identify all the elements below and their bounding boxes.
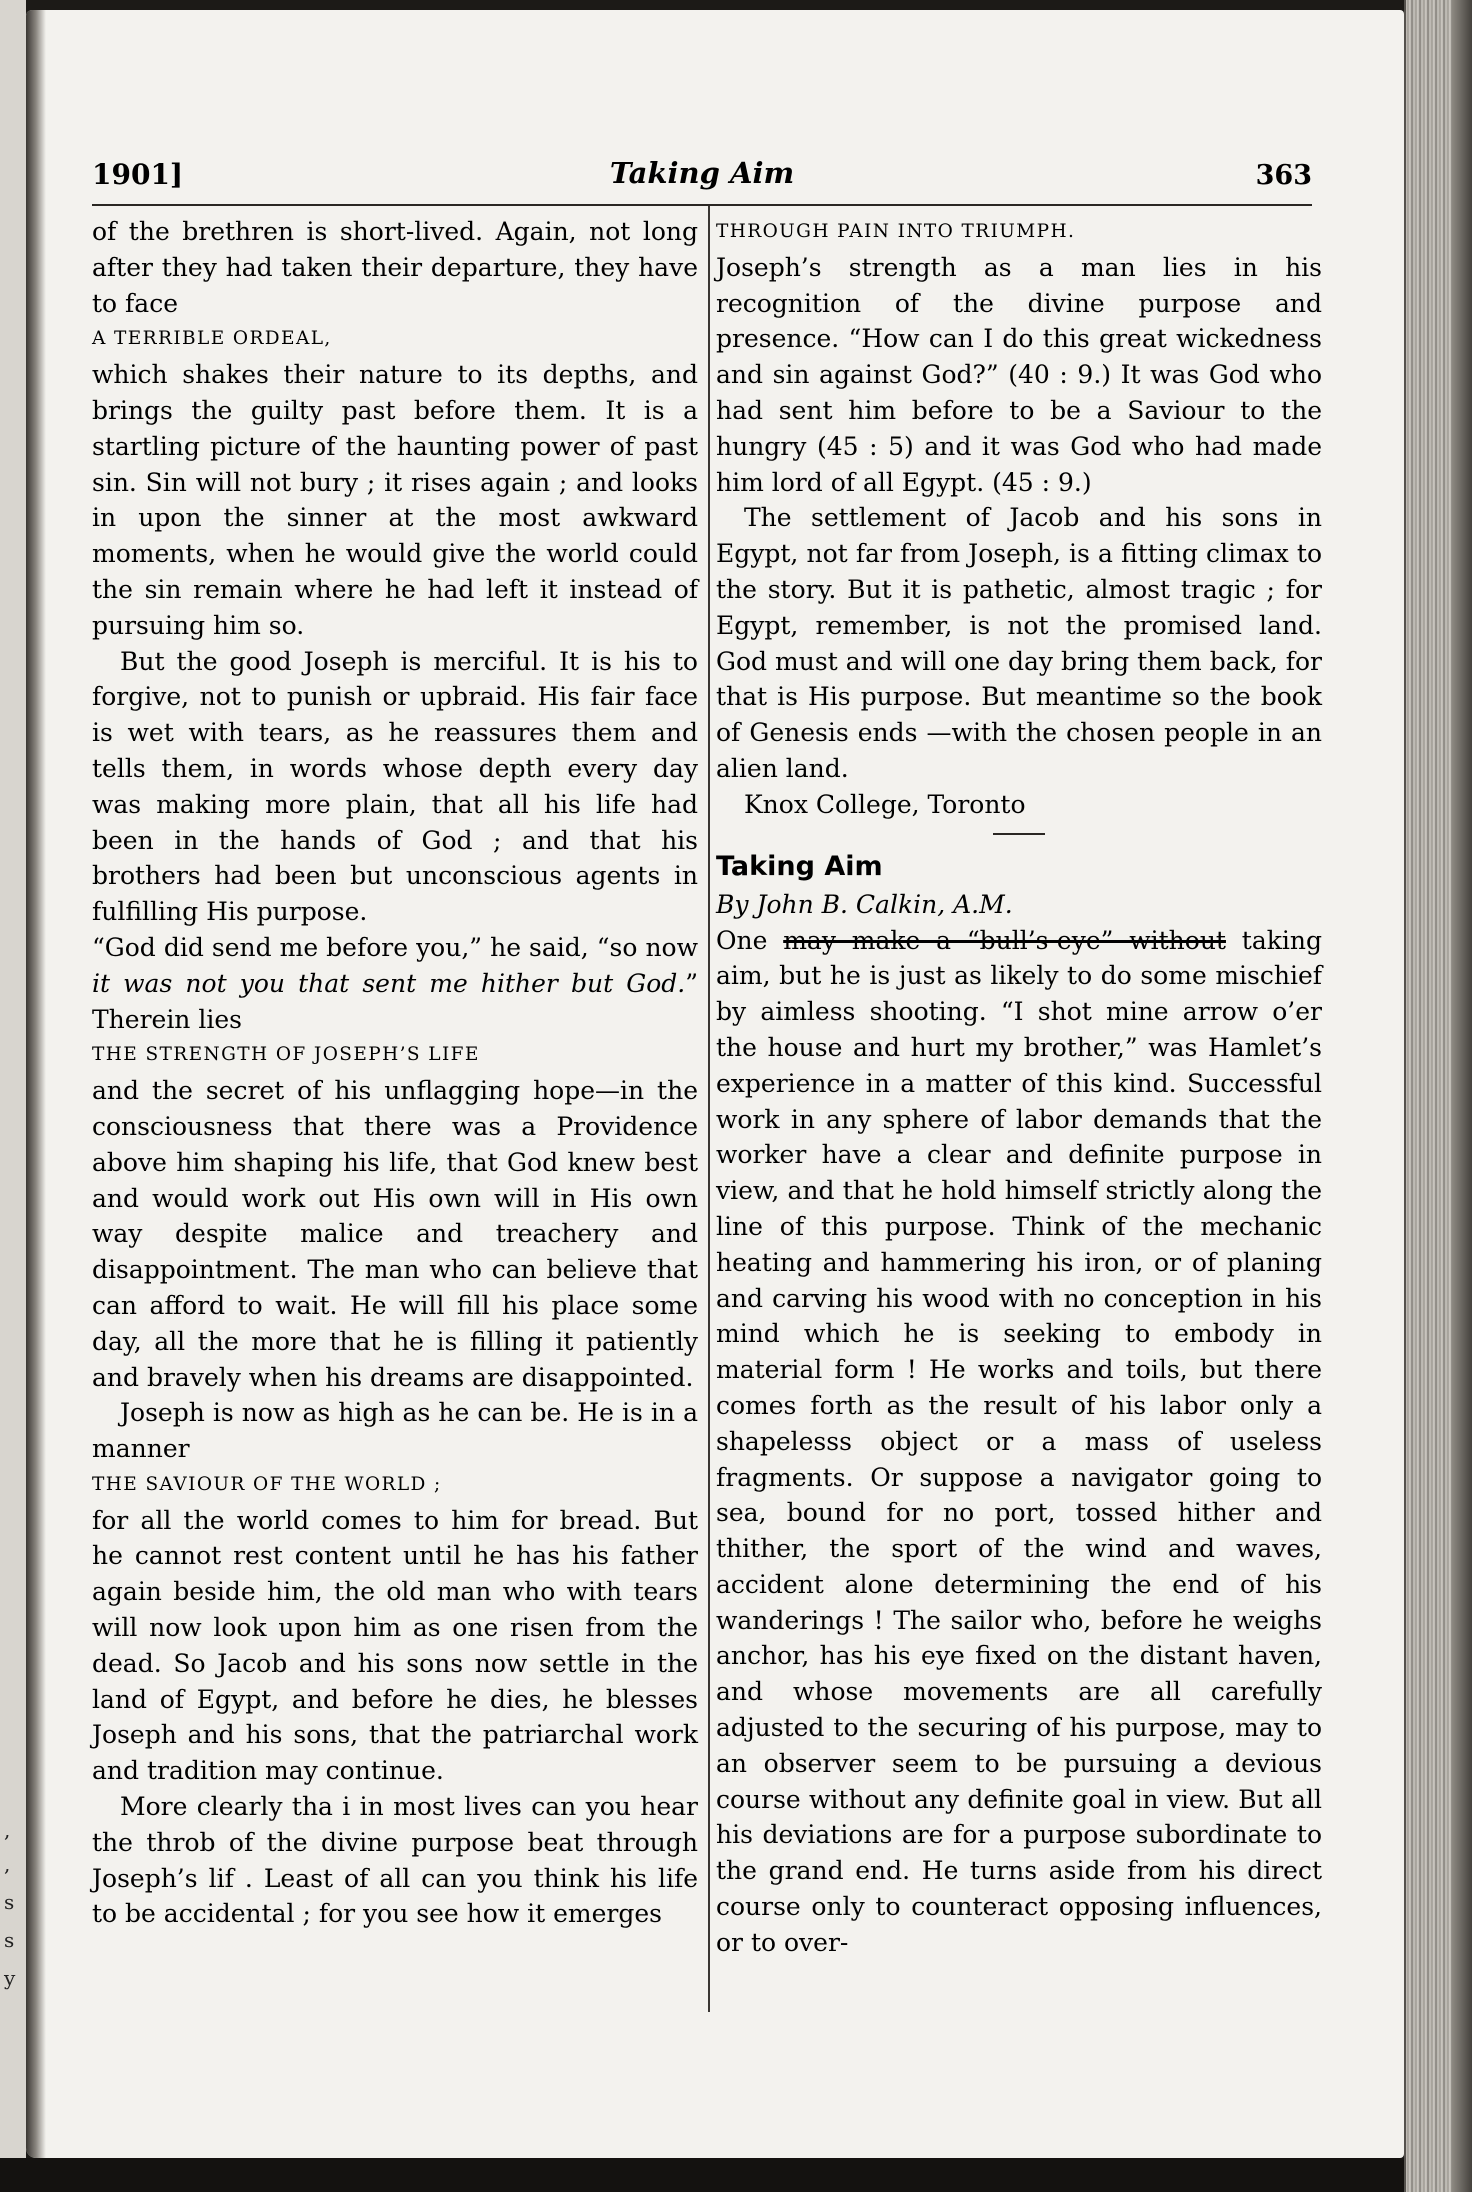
right-column — [716, 214, 1322, 1961]
margin-mark: , — [4, 1852, 11, 1876]
column-rule — [708, 206, 710, 2012]
section-heading: THE SAVIOUR OF THE WORLD ; — [92, 1473, 442, 1495]
paragraph — [716, 923, 1322, 1961]
paragraph: But the good Joseph is merciful. It is his to forgive, not to punish or upbraid. His fair face is wet with tears, as he reassures them and tells them, in words whose depth every day was making more plain, that all his life had been in the hands of God ; and that his brothers had been but unconscious agents in fulfilling His purpose. — [92, 646, 698, 927]
paragraph: More clearly tha i in most lives can you hear the throb of the divine purpose beat through Joseph’s lif . Least of all can you think his life to be accidental ; for you see how it emerges — [92, 1792, 698, 1929]
margin-mark: y — [4, 1966, 16, 1990]
section-heading: A TERRIBLE ORDEAL, — [92, 328, 332, 350]
article-title: Taking Aim — [716, 850, 883, 882]
page-number: 363 — [1255, 160, 1312, 191]
paragraph: Knox College, Toronto — [744, 789, 1026, 819]
running-head-year: 1901] — [92, 158, 184, 191]
paragraph — [92, 930, 698, 1037]
running-head — [92, 156, 1312, 206]
section-heading: THROUGH PAIN INTO TRIUMPH. — [716, 221, 1076, 242]
paragraph-text: taking aim, but he is just as likely to do some mischief by aimless shooting. “I shot mine arrow o’er the house and hurt my brother,” was Hamlet’s experience in a matter of this kind. Successful work in any sphere of labor demands that the worker have a clear and definite purpose in view, and that he hold himself strictly along the line of this purpose. Think of the mechanic heating and hammering his iron, or of planing and carving his wood with no conception in his mind which he is seeking to embody in material form ! He works and toils, but there comes forth as the result of his labor only a shapelesss object or a mass of useless fragments. Or suppose a navigator going to sea, bound for no port, tossed hither and thither, the sport of the wind and waves, accident alone determining the end of his wanderings ! The sailor who, before he weighs anchor, has his eye fixed on the distant haven, and whose movements are all carefully adjusted to the securing of his purpose, may to an observer seem to be pursuing a devious course without any definite goal in view. But all his deviations are for a purpose subordinate to the grand end. He turns aside from his direct course only to counteract opposing influences, or to over- — [716, 925, 1322, 1957]
paragraph-text: ” Therein lies — [92, 968, 698, 1034]
paragraph-italic: it was not you that sent me hither but God. — [92, 968, 686, 998]
facing-page-strip — [0, 0, 26, 2192]
paragraph: and the secret of his unflagging hope—in the consciousness that there was a Providence above him shaping his life, that God knew best and would work out His own will in His own way despite malice and treachery and disappointment. The man who can believe that can afford to wait. He will fill his place some day, all the more that he is filling it patiently and bravely when his dreams are disappointed. — [92, 1076, 698, 1392]
paragraph-text: One — [716, 925, 784, 955]
margin-mark: s — [4, 1928, 15, 1952]
scan-bottom-border — [0, 2158, 1404, 2192]
byline: By John B. Calkin, A.M. — [716, 889, 1013, 919]
margin-mark: s — [4, 1890, 15, 1914]
section-heading: THE STRENGTH OF JOSEPH’S LIFE — [92, 1044, 480, 1066]
paragraph-text: “God did send me before you,” he said, “so now — [92, 932, 698, 962]
paragraph: The settlement of Jacob and his sons in Egypt, not far from Joseph, is a fitting climax to the story. But it is pathetic, almost tragic ; for Egypt, remember, is not the promised land. God must and will one day bring them back, for that is His purpose. But meantime so the book of Genesis ends —with the chosen people in an alien land. — [716, 503, 1322, 783]
paragraph: which shakes their nature to its depths, and brings the guilty past before them. It is a startling picture of the haunting power of past sin. Sin will not bury ; it rises again ; and looks in upon the sinner at the most awkward moments, when he would give the world could the sin remain where he had left it instead of pursuing him so. — [92, 360, 698, 640]
left-column — [92, 214, 698, 1932]
section-divider — [993, 833, 1045, 835]
margin-mark: , — [4, 1818, 11, 1842]
paragraph: of the brethren is short-lived. Again, not long after they had taken their departure, they have to face — [92, 217, 698, 318]
paragraph: for all the world comes to him for bread. But he cannot rest content until he has his father again beside him, the old man who with tears will now look upon him as one risen from the dead. So Jacob and his sons now settle in the land of Egypt, and before he dies, he blesses Joseph and his sons, that the patriarchal work and tradition may continue. — [92, 1505, 698, 1786]
spine-shadow — [26, 10, 46, 2158]
book-page-edges — [1404, 0, 1472, 2192]
paragraph: Joseph’s strength as a man lies in his recognition of the divine purpose and presence. “How can I do this great wickedness and sin against God?” (40 : 9.) It was God who had sent him before to be a Saviour to the hungry (45 : 5) and it was God who had made him lord of all Egypt. (45 : 9.) — [716, 252, 1322, 497]
running-head-title: Taking Aim — [609, 156, 795, 190]
struck-through-text: may make a “bull’s-eye” without — [783, 925, 1226, 955]
paragraph: Joseph is now as high as he can be. He is in a manner — [92, 1398, 698, 1464]
